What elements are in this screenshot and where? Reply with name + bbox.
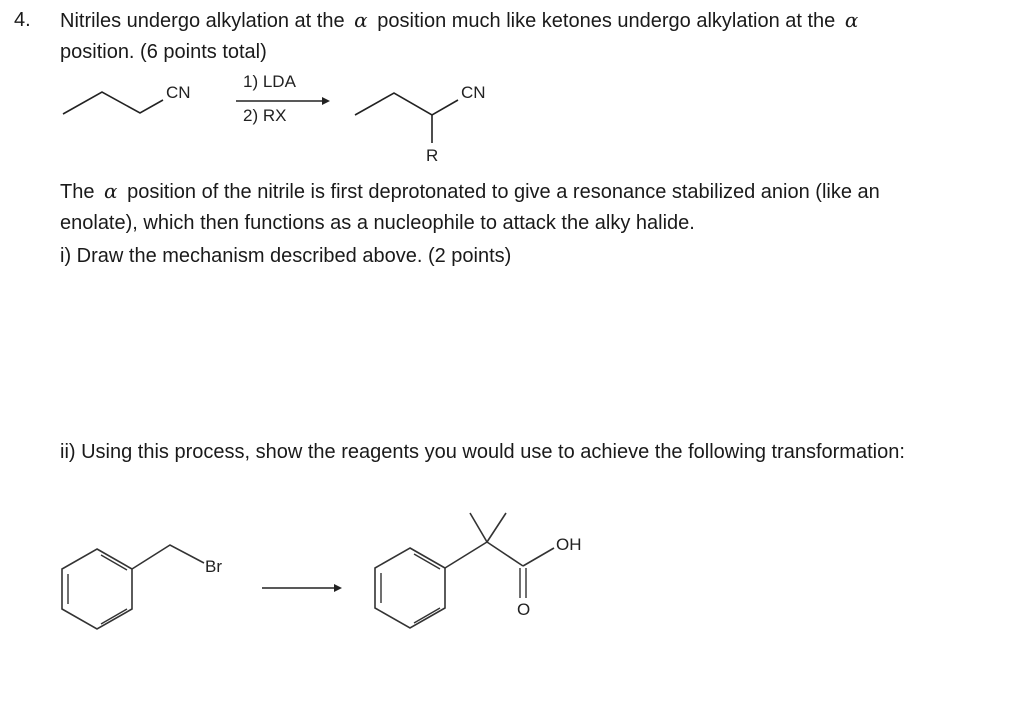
quaternary-to-carbonyl-bond xyxy=(487,542,523,566)
transformation-arrow-head xyxy=(334,584,342,592)
explanation-part1: The xyxy=(60,181,95,203)
methyl-bond-left xyxy=(470,513,487,542)
ring-1-double-bond xyxy=(101,555,127,570)
reagent-rx: 2) RX xyxy=(243,106,287,125)
alpha-symbol: α xyxy=(844,8,859,32)
ring-to-quaternary-bond xyxy=(445,542,487,568)
ring-2-double-bond xyxy=(414,608,440,623)
alpha-symbol: α xyxy=(354,8,368,32)
carbonyl-oxygen-label: O xyxy=(517,600,531,619)
product-r-label: R xyxy=(426,146,439,165)
benzyl-ch2-bond xyxy=(132,545,204,569)
bromine-label: Br xyxy=(205,557,222,576)
alpha-symbol: α xyxy=(104,179,118,203)
reactant-cn-label: CN xyxy=(166,83,191,102)
intro-part1: Nitriles undergo alkylation at the xyxy=(60,10,345,32)
product-cn-label: CN xyxy=(461,83,486,102)
part-i-prompt: i) Draw the mechanism described above. (2 points) xyxy=(60,245,512,267)
ring-2-double-bond xyxy=(414,554,440,569)
explanation-line2: enolate), which then functions as a nucleophile to attack the alky halide. xyxy=(60,212,695,234)
benzene-ring-1 xyxy=(62,549,132,629)
intro-part2: position much like ketones undergo alkylation at the xyxy=(377,10,836,32)
part-ii-prompt: ii) Using this process, show the reagents you would use to achieve the following transformation: xyxy=(60,441,905,463)
hydroxyl-label: OH xyxy=(556,535,582,554)
carbonyl-to-oh-bond xyxy=(523,548,554,566)
benzene-ring-2 xyxy=(375,548,445,628)
question-intro-line2: position. (6 points total) xyxy=(60,41,267,63)
reagent-lda: 1) LDA xyxy=(243,72,296,91)
question-number: 4. xyxy=(14,9,31,31)
methyl-bond-right xyxy=(487,513,506,542)
ring-1-double-bond xyxy=(101,609,127,624)
explanation-part2: position of the nitrile is first deprotonated to give a resonance stabilized anion (like an xyxy=(127,181,880,203)
